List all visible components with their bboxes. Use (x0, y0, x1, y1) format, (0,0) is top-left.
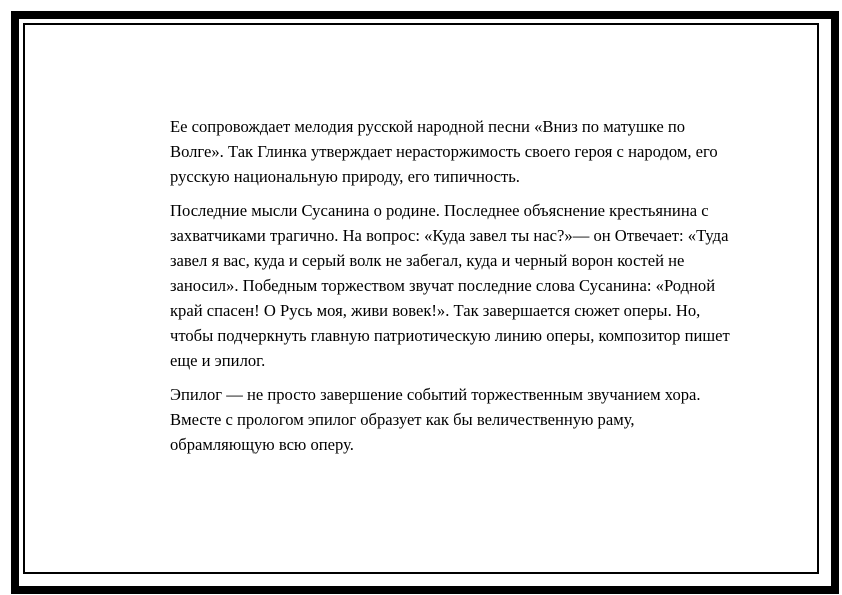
paragraph-epilogue: Эпилог — не просто завершение событий торжественным звучанием хора. Вместе с прологом эпилог образует как бы величественную раму, обрамляющую всю оперу. (170, 385, 701, 454)
slide-text-body (170, 114, 730, 466)
paragraph-melody: Ее сопровождает мелодия русской народной песни «Вниз по матушке по Волге». Так Глинка утверждает нерасторжимость своего героя с народом, его русскую национальную природу, его типичность. (170, 117, 718, 186)
paragraph-susanin-last-thoughts: Последние мысли Сусанина о родине. Последнее объяснение крестьянина с захватчиками трагично. На вопрос: «Куда завел ты нас?»— он Отвечает: «Туда завел я вас, куда и серый волк не забегал, куда и черный ворон костей не заносил». Победным торжеством звучат последние слова Сусанина: «Родной край спасен! О Русь моя, живи вовек!». Так завершается сюжет оперы. Но, чтобы подчеркнуть главную патриотическую линию оперы, композитор пишет еще и эпилог. (170, 201, 730, 370)
